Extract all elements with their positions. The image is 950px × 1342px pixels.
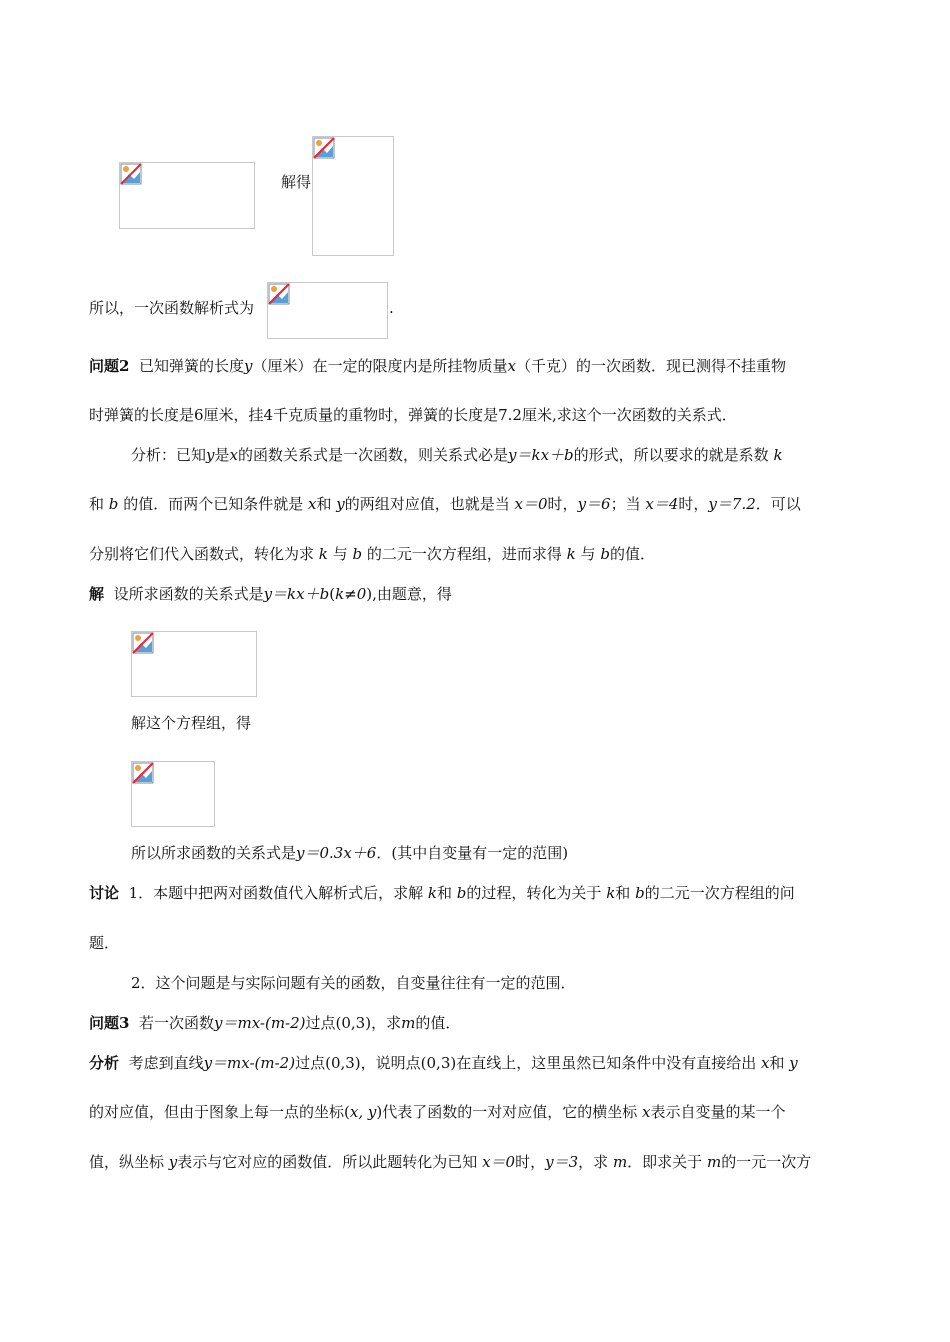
broken-image-icon [132,762,154,784]
equation-system-image-2 [131,631,257,697]
discussion-line3: 2．这个问题是与实际问题有关的函数，自变量往往有一定的范围． [131,974,576,992]
discussion-label: 讨论 [89,884,120,902]
analysis3-line2 [89,1105,785,1120]
discussion-line2: 题． [89,934,120,952]
problem2-line1 [89,359,786,374]
text-fragment: b [600,545,610,563]
text-fragment: 分析：已知 [131,446,207,464]
text-fragment: 的对应值，但由于图象上每一点的坐标( [89,1103,350,1121]
text-fragment: k≠0 [335,585,367,603]
text-fragment: 是 [214,446,230,464]
text-fragment: m [706,1153,722,1171]
text-fragment: 与 [580,545,596,563]
conclusion-text: 所以，一次函数解析式为 [89,299,255,317]
equation-system-image [119,162,255,229]
function-expression-image [267,282,388,339]
analysis2-line2 [89,497,801,512]
text-fragment: 时， [547,495,578,513]
problem3-label: 问题3 [89,1014,130,1032]
text-fragment: 的函数关系式是一次函数，则关系式必是 [237,446,508,464]
text-fragment: ),由题意，得 [366,585,452,603]
analysis2-line3 [89,547,655,562]
text-fragment: 和 [89,495,105,513]
text-fragment: k [427,884,437,902]
text-fragment: k [566,545,576,563]
text-fragment: y [244,357,253,375]
discussion-line1 [89,886,795,901]
text-fragment: y＝kx＋b [263,585,330,603]
text-fragment: ．(其中自变量有一定的范围) [376,844,569,862]
text-fragment: y [206,446,215,464]
text-fragment: ．可以 [755,495,801,513]
solution2-line [89,587,452,602]
text-fragment: 1．本题中把两对函数值代入解析式后，求解 [128,884,424,902]
text-fragment: 的值． [609,545,655,563]
text-fragment: （厘米）在一定的限度内是所挂物质量 [252,357,508,375]
text-fragment: 时， [515,1153,546,1171]
text-fragment: 的一元一次方 [721,1153,812,1171]
text-fragment: y [789,1054,798,1072]
text-fragment: ．即求关于 [627,1153,703,1171]
broken-image-icon [313,137,335,159]
text-fragment: ，求 [578,1153,609,1171]
text-fragment: 与 [332,545,348,563]
text-fragment: x [507,357,516,375]
text-fragment: y＝3 [545,1153,579,1171]
text-fragment: x [307,495,317,513]
text-fragment: k [773,446,783,464]
text-fragment: x [229,446,238,464]
text-fragment: y＝6 [577,495,611,513]
text-fragment: x＝0 [514,495,548,513]
text-fragment: x [761,1054,770,1072]
analysis2-line1 [131,448,783,463]
text-fragment: 和 [769,1054,785,1072]
text-fragment: 的二元一次方程组的问 [644,884,795,902]
problem2-label: 问题2 [89,357,130,375]
broken-image-icon [268,283,290,305]
text-fragment: 过点(0,3)，求 [305,1014,402,1032]
text-fragment: x, y [349,1103,377,1121]
text-fragment: y＝0.3x＋6 [296,844,377,862]
text-fragment: m [612,1153,628,1171]
text-fragment: x＝0 [482,1153,516,1171]
analysis3-line1 [89,1056,798,1071]
broken-image-icon [120,163,142,185]
solution-values-image-2 [131,761,215,827]
text-fragment: x [641,1103,651,1121]
text-fragment: b [635,884,645,902]
text-fragment: k [606,884,616,902]
conclusion-end: . [389,299,394,317]
text-fragment: ；当 [610,495,641,513]
text-fragment: y [336,495,345,513]
text-fragment: 和 [615,884,631,902]
text-fragment: y＝mx-(m-2) [214,1014,306,1032]
text-fragment: 表示自变量的某一个 [650,1103,786,1121]
text-fragment: 的值．而两个已知条件就是 [123,495,304,513]
solve-text: 解这个方程组，得 [131,714,252,732]
text-fragment: 和 [436,884,452,902]
text-fragment: 考虑到直线 [128,1054,204,1072]
text-fragment: 时， [678,495,709,513]
text-fragment: ( [329,585,336,603]
text-fragment: 的两组对应值，也就是当 [344,495,510,513]
analysis3-label: 分析 [89,1054,120,1072]
text-fragment: 和 [316,495,332,513]
text-fragment: m [401,1014,416,1032]
solution-label: 解 [89,585,105,603]
broken-image-icon [132,632,154,654]
text-fragment: 表示与它对应的函数值．所以此题转化为已知 [177,1153,478,1171]
text-fragment: b [352,545,363,563]
text-fragment: b [108,495,119,513]
text-fragment: 过点(0,3)，说明点(0,3)在直线上，这里虽然已知条件中没有直接给出 [295,1054,757,1072]
text-fragment: 的值． [415,1014,461,1032]
result-line [131,846,568,861]
text-fragment: y＝mx-(m-2) [203,1054,296,1072]
solved-text: 解得 [281,173,312,191]
text-fragment: 若一次函数 [138,1014,214,1032]
problem3-line [89,1016,460,1031]
text-fragment: y＝7.2 [708,495,756,513]
problem2-line2: 时弹簧的长度是6厘米，挂4千克质量的重物时，弹簧的长度是7.2厘米,求这个一次函数的关系式． [89,406,737,424]
text-fragment: 已知弹簧的长度 [138,357,244,375]
analysis3-line3 [89,1155,811,1170]
text-fragment: )代表了函数的一对对应值，它的横坐标 [376,1103,638,1121]
text-fragment: 的过程，转化为关于 [466,884,602,902]
text-fragment: 分别将它们代入函数式，转化为求 [89,545,315,563]
text-fragment: 值，纵坐标 [89,1153,165,1171]
text-fragment: （千克）的一次函数．现已测得不挂重物 [515,357,786,375]
text-fragment: k [318,545,328,563]
text-fragment: x＝4 [645,495,679,513]
solution-values-image [312,136,394,256]
text-fragment: y＝kx＋b [508,446,574,464]
text-fragment: b [456,884,467,902]
text-fragment: 的形式，所以要求的就是系数 [573,446,769,464]
text-fragment: y [168,1153,178,1171]
text-fragment: 的二元一次方程组，进而求得 [366,545,562,563]
text-fragment: 设所求函数的关系式是 [113,585,264,603]
text-fragment: 所以所求函数的关系式是 [131,844,297,862]
